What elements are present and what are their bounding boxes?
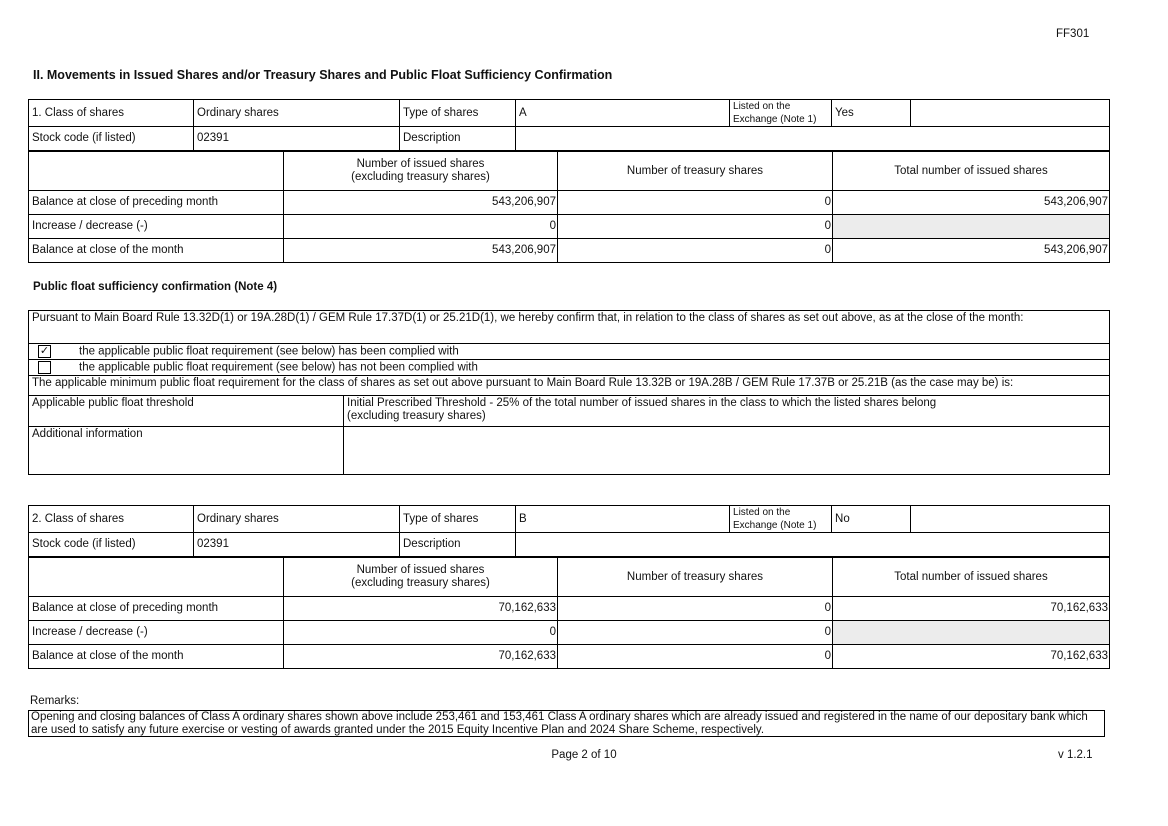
col-total-header: Total number of issued shares: [833, 152, 1110, 191]
public-float-title: Public float sufficiency confirmation (Note 4): [33, 281, 278, 293]
header-blank-cell: [29, 558, 284, 597]
row-change-label: Increase / decrease (-): [29, 215, 284, 239]
col-total-header: Total number of issued shares: [833, 558, 1110, 597]
col-issued-header: Number of issued shares (excluding treasury shares): [284, 152, 558, 191]
class-1-section: [28, 99, 1110, 263]
threshold-value: Initial Prescribed Threshold - 25% of the total number of issued shares in the class to which the listed shares belong (excluding treasury shares): [344, 396, 1110, 427]
listed-extra-cell: [911, 100, 1110, 127]
change-total-shaded: [833, 621, 1110, 645]
class-of-shares-value: Ordinary shares: [194, 100, 400, 127]
close-issued: 70,162,633: [284, 645, 558, 669]
description-label: Description: [400, 533, 516, 557]
close-treasury: 0: [558, 239, 833, 263]
section-title: II. Movements in Issued Shares and/or Treasury Shares and Public Float Sufficiency Confirmation: [33, 68, 613, 82]
option-not-complied-text: the applicable public float requirement (see below) has not been complied with: [79, 361, 478, 374]
row-preceding-label: Balance at close of preceding month: [29, 597, 284, 621]
version: v 1.2.1: [1058, 749, 1093, 761]
type-of-shares-label: Type of shares: [400, 100, 516, 127]
stock-code-value: 02391: [194, 533, 400, 557]
row-change-label: Increase / decrease (-): [29, 621, 284, 645]
option-complied-row: [29, 344, 1110, 360]
listed-value: Yes: [832, 100, 911, 127]
remarks-text: Opening and closing balances of Class A ordinary shares shown above include 253,461 and 153,461 Class A ordinary shares which are already issued and registered in the name of our depositary bank which are used to satisfy any future exercise or vesting of awards granted under the 2015 Equity Incentive Plan and 2024 Share Scheme, respectively.: [28, 710, 1105, 737]
option-not-complied-row: [29, 360, 1110, 376]
form-code: FF301: [1056, 28, 1090, 40]
stock-code-label: Stock code (if listed): [29, 533, 194, 557]
public-float-intro: Pursuant to Main Board Rule 13.32D(1) or 19A.28D(1) / GEM Rule 17.37D(1) or 25.21D(1), we hereby confirm that, in relation to the class of shares as set out above, as at the close of the month:: [29, 311, 1110, 344]
class-of-shares-label: 1. Class of shares: [29, 100, 194, 127]
type-of-shares-label: Type of shares: [400, 506, 516, 533]
class-of-shares-label: 2. Class of shares: [29, 506, 194, 533]
preceding-issued: 70,162,633: [284, 597, 558, 621]
page-number: Page 2 of 10: [551, 749, 617, 761]
listed-extra-cell: [911, 506, 1110, 533]
row-close-label: Balance at close of the month: [29, 239, 284, 263]
preceding-treasury: 0: [558, 597, 833, 621]
description-label: Description: [400, 127, 516, 151]
stock-code-value: 02391: [194, 127, 400, 151]
header-blank-cell: [29, 152, 284, 191]
type-of-shares-value: A: [516, 100, 730, 127]
requirement-text: The applicable minimum public float requirement for the class of shares as set out above pursuant to Main Board Rule 13.32B or 19A.28B / GEM Rule 17.37B or 25.21B (as the case may be) is:: [29, 376, 1110, 396]
row-close-label: Balance at close of the month: [29, 645, 284, 669]
change-treasury: 0: [558, 215, 833, 239]
description-value: [516, 533, 1110, 557]
listed-value: No: [832, 506, 911, 533]
change-issued: 0: [284, 215, 558, 239]
close-issued: 543,206,907: [284, 239, 558, 263]
close-total: 70,162,633: [833, 645, 1110, 669]
threshold-label: Applicable public float threshold: [29, 396, 344, 427]
option-complied-text: the applicable public float requirement (see below) has been complied with: [79, 345, 459, 358]
additional-info-label: Additional information: [29, 427, 344, 475]
close-total: 543,206,907: [833, 239, 1110, 263]
description-value: [516, 127, 1110, 151]
change-total-shaded: [833, 215, 1110, 239]
type-of-shares-value: B: [516, 506, 730, 533]
preceding-total: 543,206,907: [833, 191, 1110, 215]
change-issued: 0: [284, 621, 558, 645]
remarks-label: Remarks:: [30, 695, 80, 707]
change-treasury: 0: [558, 621, 833, 645]
row-preceding-label: Balance at close of preceding month: [29, 191, 284, 215]
additional-info-value: [344, 427, 1110, 475]
check-icon: ✓: [39, 344, 50, 357]
preceding-issued: 543,206,907: [284, 191, 558, 215]
preceding-treasury: 0: [558, 191, 833, 215]
class-of-shares-value: Ordinary shares: [194, 506, 400, 533]
class-2-section: [28, 505, 1110, 669]
stock-code-label: Stock code (if listed): [29, 127, 194, 151]
close-treasury: 0: [558, 645, 833, 669]
listed-on-exchange-label: Listed on the Exchange (Note 1): [730, 506, 832, 533]
preceding-total: 70,162,633: [833, 597, 1110, 621]
public-float-table: [28, 310, 1110, 475]
not-complied-checkbox[interactable]: [38, 361, 51, 374]
col-issued-header: Number of issued shares (excluding treasury shares): [284, 558, 558, 597]
complied-checkbox[interactable]: [38, 345, 51, 358]
col-treasury-header: Number of treasury shares: [558, 558, 833, 597]
col-treasury-header: Number of treasury shares: [558, 152, 833, 191]
listed-on-exchange-label: Listed on the Exchange (Note 1): [730, 100, 832, 127]
